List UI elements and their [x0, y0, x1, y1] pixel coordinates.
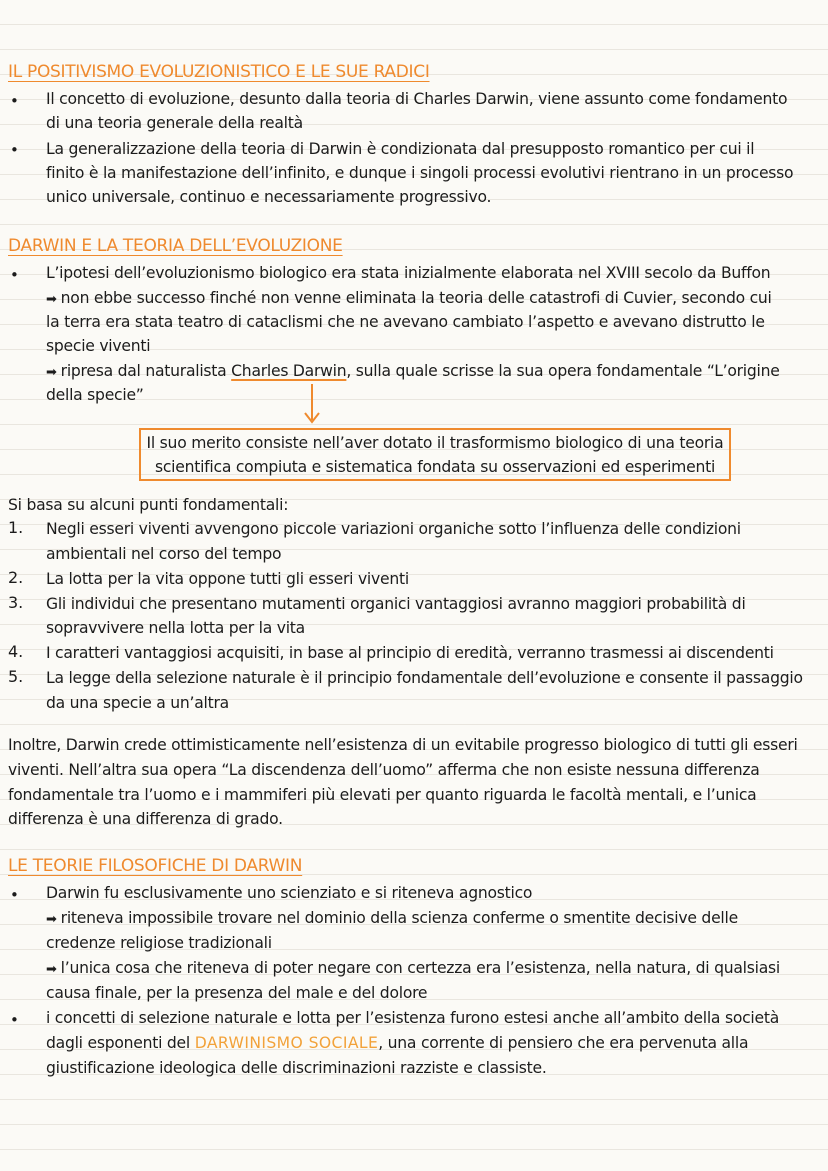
point-number: 2.: [8, 568, 24, 587]
text-line: credenze religiose tradizionali: [46, 934, 272, 952]
arrow-icon: ➡: [46, 912, 57, 927]
paragraph-line: viventi. Nell’altra sua opera “La discendenza dell’uomo” afferma che non esiste nessuna differenza: [8, 761, 760, 779]
text-line: la terra era stata teatro di cataclismi che ne avevano cambiato l’aspetto e avevano distrutto le: [46, 313, 765, 331]
text-line: specie viventi: [46, 337, 151, 355]
text-line: ➡ riteneva impossibile trovare nel dominio della scienza conferme o smentite decisive delle: [46, 909, 738, 927]
point-line: I caratteri vantaggiosi acquisiti, in base al principio di eredità, verranno trasmessi ai discendenti: [46, 644, 774, 662]
bullet-marker: •: [10, 886, 19, 904]
text-line: dagli esponenti del DARWINISMO SOCIALE, una corrente di pensiero che era pervenuta alla: [46, 1034, 749, 1052]
text-line: Darwin fu esclusivamente uno scienziato e si riteneva agnostico: [46, 884, 533, 902]
intro-line: Si basa su alcuni punti fondamentali:: [8, 496, 289, 514]
text-line: unico universale, continuo e necessariamente progressivo.: [46, 188, 492, 206]
paragraph-line: differenza è una differenza di grado.: [8, 810, 283, 828]
bullet-marker: •: [10, 266, 19, 284]
merit-box: [139, 428, 731, 481]
arrow-icon: ➡: [46, 292, 57, 307]
darwinismo-sociale-highlight: DARWINISMO SOCIALE: [194, 1034, 379, 1052]
point-line: Gli individui che presentano mutamenti organici vantaggiosi avranno maggiori probabilità di: [46, 595, 746, 613]
section-title-darwin-teoria: DARWIN E LA TEORIA DELL’EVOLUZIONE: [8, 236, 343, 256]
text-line: della specie”: [46, 386, 144, 404]
text-line: La generalizzazione della teoria di Darwin è condizionata dal presupposto romantico per cui il: [46, 140, 755, 158]
point-line: La lotta per la vita oppone tutti gli esseri viventi: [46, 570, 409, 588]
point-line: da una specie a un’altra: [46, 694, 229, 712]
text-line: ➡ ripresa dal naturalista Charles Darwin, sulla quale scrisse la sua opera fondamentale “L’origine: [46, 362, 780, 380]
point-line: La legge della selezione naturale è il principio fondamentale dell’evoluzione e consente il passaggio: [46, 669, 803, 687]
point-number: 3.: [8, 593, 24, 612]
arrow-icon: ➡: [46, 365, 57, 380]
box-text-line: Il suo merito consiste nell’aver dotato il trasformismo biologico di una teoria: [146, 434, 724, 452]
text-line: ➡ l’unica cosa che riteneva di poter negare con certezza era l’esistenza, nella natura, di qualsiasi: [46, 959, 780, 977]
point-line: ambientali nel corso del tempo: [46, 545, 282, 563]
point-line: Negli esseri viventi avvengono piccole variazioni organiche sotto l’influenza delle condizioni: [46, 520, 741, 538]
down-arrow-icon: [300, 382, 324, 428]
text-line: giustificazione ideologica delle discriminazioni razziste e classiste.: [46, 1059, 547, 1077]
bullet-marker: •: [10, 92, 19, 110]
text-line: i concetti di selezione naturale e lotta per l’esistenza furono estesi anche all’ambito della società: [46, 1009, 780, 1027]
text-line: ➡ non ebbe successo finché non venne eliminata la teoria delle catastrofi di Cuvier, secondo cui: [46, 289, 772, 307]
text-line: Il concetto di evoluzione, desunto dalla teoria di Charles Darwin, viene assunto come fondamento: [46, 90, 788, 108]
section-title-teorie-filosofiche: LE TEORIE FILOSOFICHE DI DARWIN: [8, 856, 303, 876]
paragraph-line: Inoltre, Darwin crede ottimisticamente nell’esistenza di un evitabile progresso biologico di tutti gli esseri: [8, 736, 798, 754]
point-line: sopravvivere nella lotta per la vita: [46, 619, 305, 637]
text-line: di una teoria generale della realtà: [46, 114, 303, 132]
text-line: finito è la manifestazione dell’infinito, e dunque i singoli processi evolutivi rientrano in un processo: [46, 164, 794, 182]
bullet-marker: •: [10, 141, 19, 159]
point-number: 5.: [8, 667, 24, 686]
section-title-positivismo: IL POSITIVISMO EVOLUZIONISTICO E LE SUE RADICI: [8, 62, 430, 82]
arrow-icon: ➡: [46, 962, 57, 977]
paragraph-line: fondamentale tra l’uomo e i mammiferi più elevati per quanto riguarda le facoltà mentali, e l’unica: [8, 786, 757, 804]
bullet-marker: •: [10, 1011, 19, 1029]
charles-darwin-underlined: Charles Darwin: [231, 362, 347, 380]
text-line: causa finale, per la presenza del male e del dolore: [46, 984, 428, 1002]
box-text-line: scientifica compiuta e sistematica fondata su osservazioni ed esperimenti: [154, 458, 716, 476]
point-number: 1.: [8, 518, 24, 537]
text-line: L’ipotesi dell’evoluzionismo biologico era stata inizialmente elaborata nel XVIII secolo da Buffon: [46, 264, 771, 282]
point-number: 4.: [8, 642, 24, 661]
